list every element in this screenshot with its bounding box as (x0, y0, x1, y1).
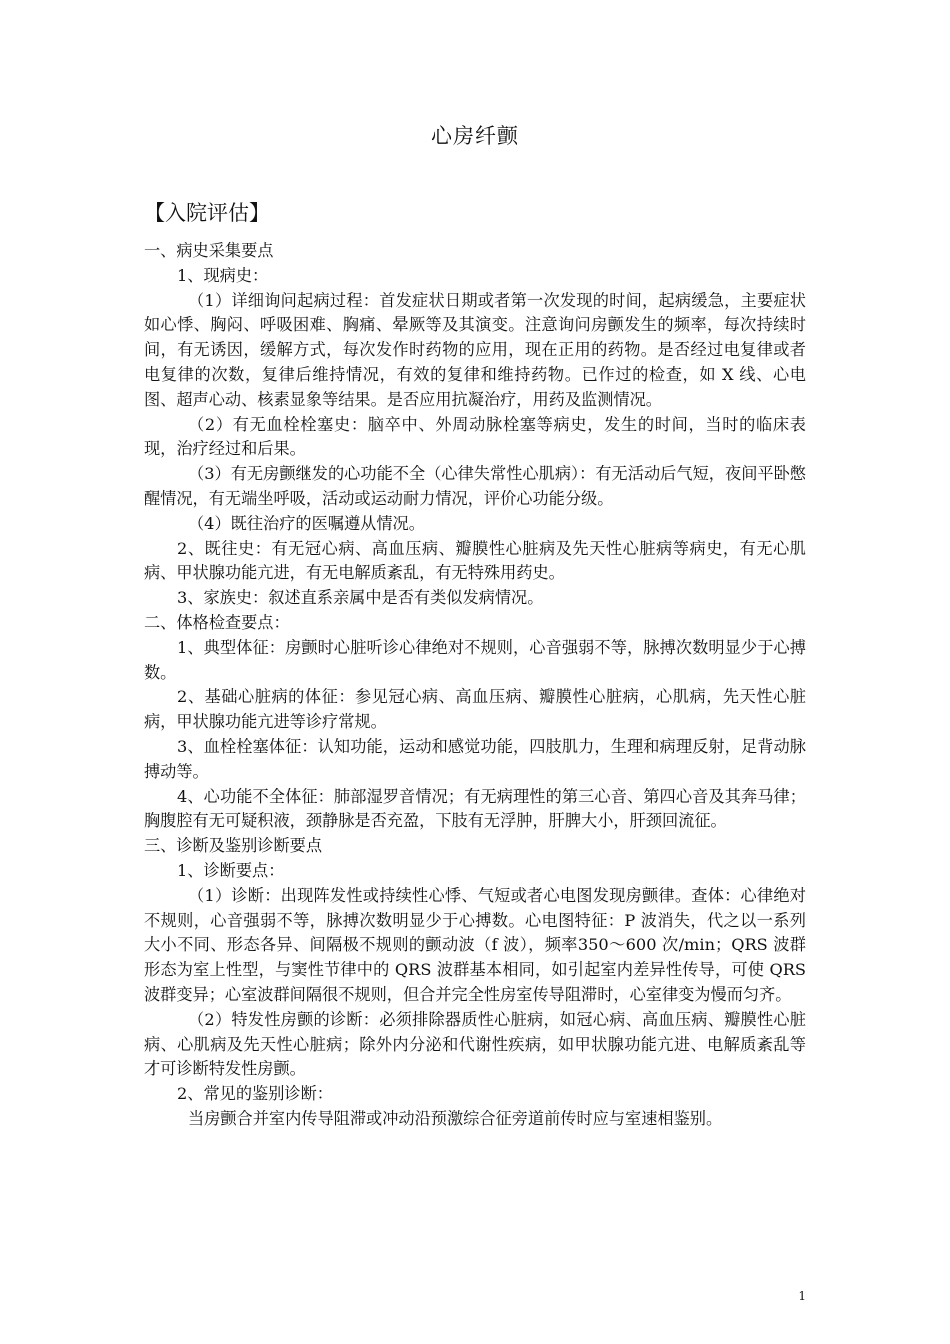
paragraph: （2）有无血栓栓塞史：脑卒中、外周动脉栓塞等病史，发生的时间，当时的临床表现，治疗经过和后果。 (144, 414, 806, 459)
subsection-item: 1、诊断要点： (177, 860, 285, 880)
page-number: 1 (798, 1289, 806, 1303)
subsection-item: 2、基础心脏病的体征：参见冠心病、高血压病、瓣膜性心脏病，心肌病，先天性心脏病，甲状腺功能亢进等诊疗常规。 (144, 687, 806, 732)
subsection-item: 1、典型体征：房颤时心脏听诊心律绝对不规则，心音强弱不等，脉搏次数明显少于心搏数。 (144, 637, 806, 682)
paragraph: （4）既往治疗的医嘱遵从情况。 (188, 513, 425, 533)
subsection-item: 2、常见的鉴别诊断： (177, 1084, 333, 1104)
subsection-item: 1、现病史： (177, 265, 269, 285)
section-item: 二、体格检查要点： (144, 612, 290, 632)
subsection-item: 4、心功能不全体征：肺部湿罗音情况；有无病理性的第三心音、第四心音及其奔马律；胸腹腔有无可疑积液，颈静脉是否充盈，下肢有无浮肿，肝脾大小，肝颈回流征。 (144, 786, 806, 831)
subsection-item: 3、血栓栓塞体征：认知功能，运动和感觉功能，四肢肌力，生理和病理反射，足背动脉搏动等。 (144, 736, 806, 781)
subsection-item: 3、家族史：叙述直系亲属中是否有类似发病情况。 (177, 588, 544, 608)
section-item: 三、诊断及鉴别诊断要点 (144, 836, 323, 856)
paragraph: （1）详细询问起病过程：首发症状日期或者第一次发现的时间，起病缓急，主要症状如心悸、胸闷、呼吸困难、胸痛、晕厥等及其演变。注意询问房颤发生的频率，每次持续时间，有无诱因，缓解方式，每次发作时药物的应用，现在正用的药物。是否经过电复律或者电复律的次数，复律后维持情况，有效的复律和维持药物。已作过的检查，如 X 线、心电图、超声心动、核素显象等结果。是否应用抗凝治疗，用药及监测情况。 (144, 290, 806, 409)
paragraph: （3）有无房颤继发的心功能不全（心律失常性心肌病）：有无活动后气短，夜间平卧憋醒情况，有无端坐呼吸，活动或运动耐力情况，评价心功能分级。 (144, 464, 806, 508)
page-title: 心房纤颤 (431, 124, 519, 148)
section-heading: 【入院评估】 (144, 201, 270, 225)
section-item: 一、病史采集要点 (144, 241, 274, 260)
document-body (144, 239, 806, 1132)
paragraph: （2）特发性房颤的诊断：必须排除器质性心脏病，如冠心病、高血压病、瓣膜性心脏病、心肌病及先天性心脏病；除外内分泌和代谢性疾病，如甲状腺功能亢进、电解质紊乱等才可诊断特发性房颤。 (144, 1009, 806, 1079)
subsection-item: 2、既往史：有无冠心病、高血压病、瓣膜性心脏病及先天性心脏病等病史，有无心肌病、甲状腺功能亢进，有无电解质紊乱，有无特殊用药史。 (144, 538, 806, 583)
paragraph: 当房颤合并室内传导阻滞或冲动沿预激综合征旁道前传时应与室速相鉴别。 (188, 1108, 723, 1128)
paragraph: （1）诊断：出现阵发性或持续性心悸、气短或者心电图发现房颤律。查体：心律绝对不规则，心音强弱不等，脉搏次数明显少于心搏数。心电图特征：P 波消失，代之以一系列大小不同、形态各异、间隔极不规则的颤动波（f 波），频率350～600 次/min；QRS 波群形态为室上性型，与窦性节律中的 QRS 波群基本相同，如引起室内差异性传导，可使 QRS 波群变异；心室波群间隔很不规则，但合并完全性房室传导阻滞时，心室律变为慢而匀齐。 (144, 885, 806, 1004)
